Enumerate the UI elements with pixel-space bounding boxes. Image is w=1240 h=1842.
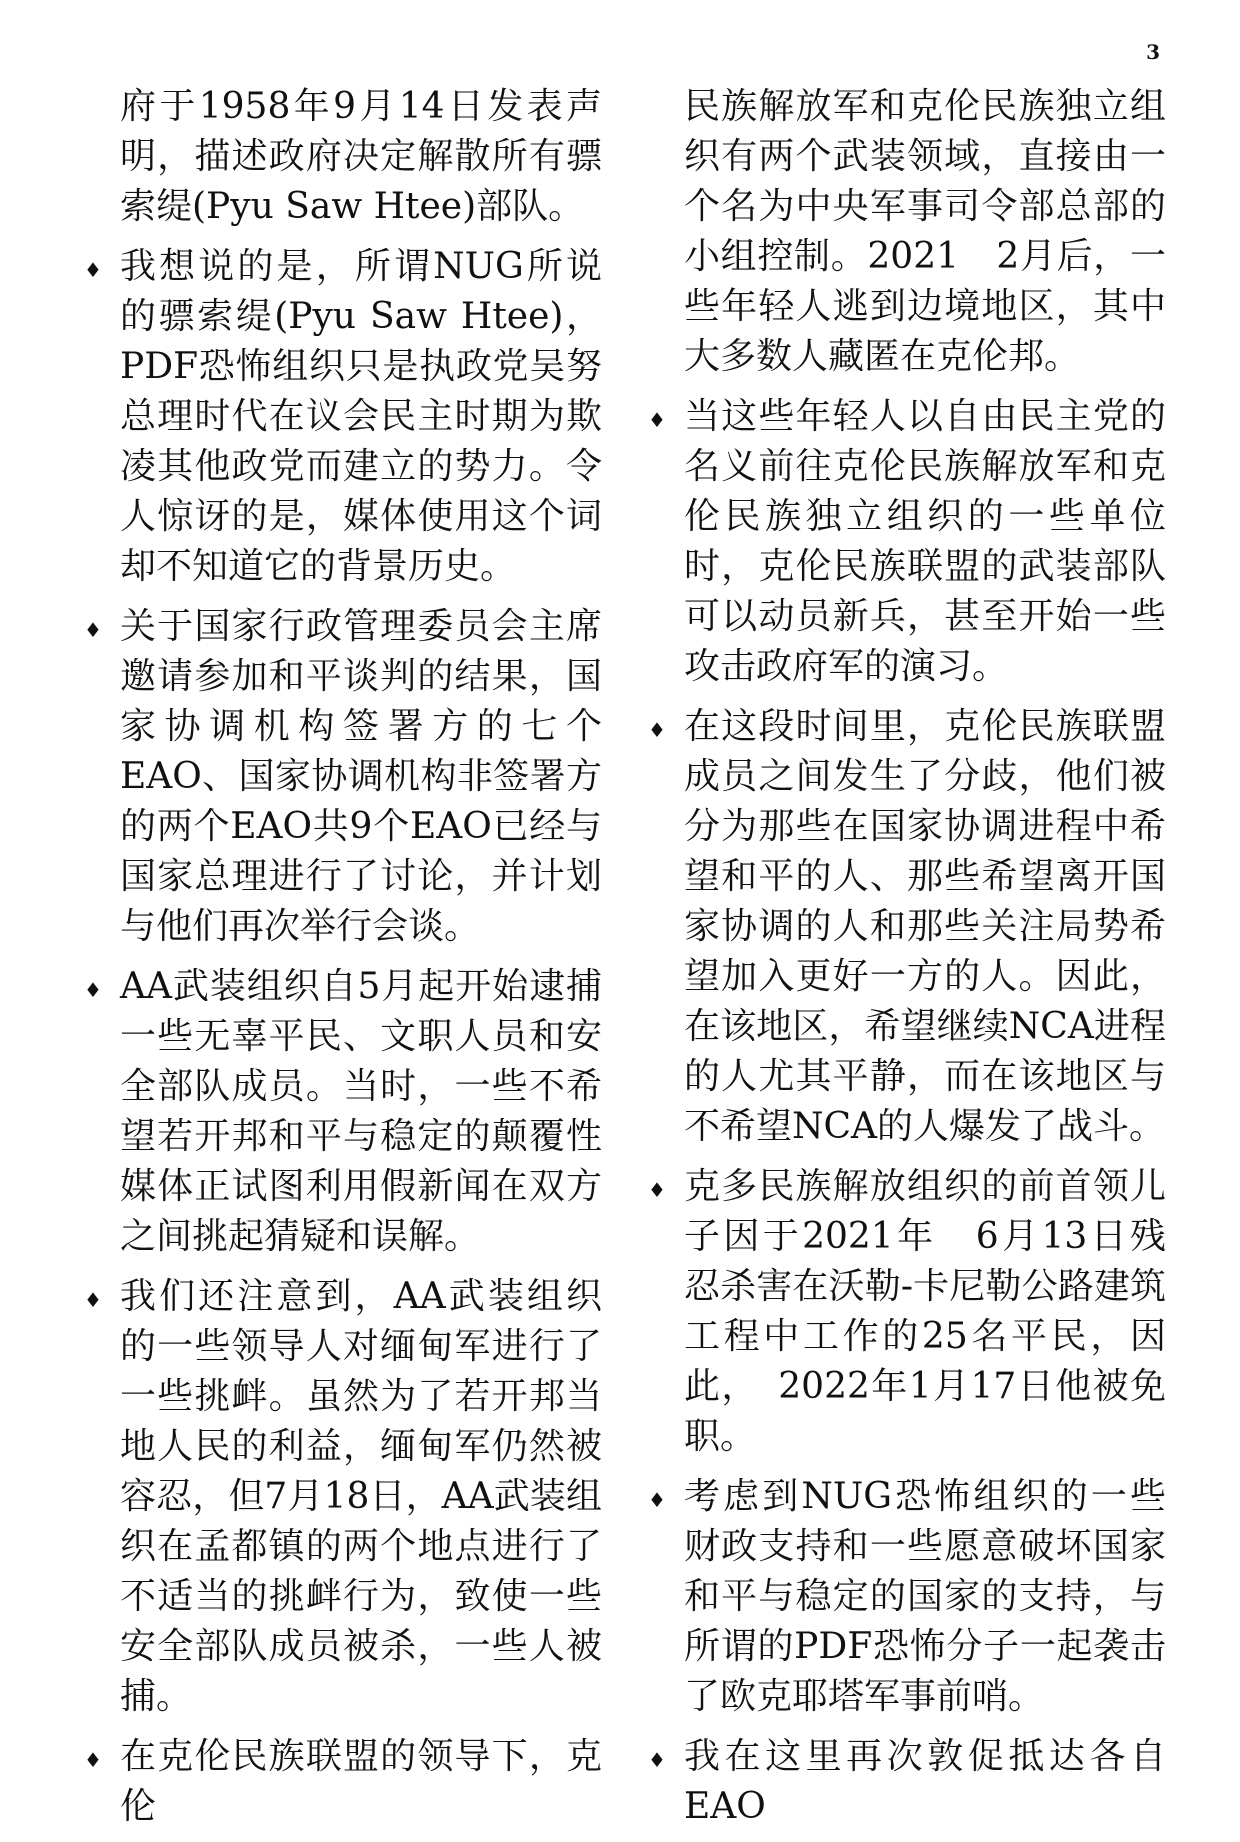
paragraph-text: 我在这里再次敦促抵达各自EAO [684, 1736, 1166, 1827]
bullet-diamond-icon: ♦ [84, 1748, 102, 1772]
bullet-diamond-icon: ♦ [648, 718, 666, 742]
bullet-paragraph [648, 702, 1166, 1152]
bullet-paragraph [648, 1162, 1166, 1462]
bullet-diamond-icon: ♦ [648, 1178, 666, 1202]
page-number: 3 [1146, 40, 1160, 64]
paragraph-text: 当这些年轻人以自由民主党的名义前往克伦民族解放军和克伦民族独立组织的一些单位时，克伦民族联盟的武装部队可以动员新兵，甚至开始一些攻击政府军的演习。 [684, 396, 1166, 687]
bullet-diamond-icon: ♦ [84, 978, 102, 1002]
paragraph-text: AA武装组织自5月起开始逮捕一些无辜平民、文职人员和安全部队成员。当时，一些不希望若开邦和平与稳定的颠覆性媒体正试图利用假新闻在双方之间挑起猜疑和误解。 [120, 966, 602, 1257]
bullet-diamond-icon: ♦ [84, 1288, 102, 1312]
bullet-paragraph [648, 1472, 1166, 1722]
paragraph [120, 82, 602, 232]
bullet-diamond-icon: ♦ [648, 408, 666, 432]
bullet-paragraph [84, 242, 602, 592]
bullet-paragraph [84, 602, 602, 952]
bullet-diamond-icon: ♦ [648, 1748, 666, 1772]
right-column [648, 82, 1166, 1842]
bullet-diamond-icon: ♦ [84, 258, 102, 282]
bullet-paragraph [84, 1272, 602, 1722]
bullet-paragraph [648, 392, 1166, 692]
left-column [84, 82, 602, 1842]
paragraph [684, 82, 1166, 382]
paragraph-text: 考虑到NUG恐怖组织的一些财政支持和一些愿意破坏国家和平与稳定的国家的支持，与所谓的PDF恐怖分子一起袭击了欧克耶塔军事前哨。 [684, 1476, 1166, 1717]
paragraph-text: 民族解放军和克伦民族独立组织有两个武装领域，直接由一个名为中央军事司令部总部的小组控制。2021 2月后，一些年轻人逃到边境地区，其中大多数人藏匿在克伦邦。 [684, 86, 1166, 377]
paragraph-text: 克多民族解放组织的前首领儿子因于2021年 6月13日残忍杀害在沃勒-卡尼勒公路建筑工程中工作的25名平民，因此， 2022年1月17日他被免职。 [684, 1166, 1166, 1457]
bullet-paragraph [648, 1732, 1166, 1832]
paragraph-text: 关于国家行政管理委员会主席邀请参加和平谈判的结果，国家协调机构签署方的七个EAO、国家协调机构非签署方的两个EAO共9个EAO已经与国家总理进行了讨论，并计划与他们再次举行会谈。 [120, 606, 602, 947]
paragraph-text: 在克伦民族联盟的领导下，克伦 [120, 1736, 602, 1827]
paragraph-text: 府于1958年9月14日发表声明，描述政府决定解散所有骠索缇(Pyu Saw Htee)部队。 [120, 86, 602, 227]
paragraph-text: 我想说的是，所谓NUG所说的骠索缇(Pyu Saw Htee)，PDF恐怖组织只是执政党吴努总理时代在议会民主时期为欺凌其他政党而建立的势力。令人惊讶的是，媒体使用这个词却不知道它的背景历史。 [120, 246, 602, 587]
bullet-paragraph [84, 1732, 602, 1832]
bullet-diamond-icon: ♦ [648, 1488, 666, 1512]
paragraph-text: 在这段时间里，克伦民族联盟成员之间发生了分歧，他们被分为那些在国家协调进程中希望和平的人、那些希望离开国家协调的人和那些关注局势希望加入更好一方的人。因此，在该地区，希望继续NCA进程的人尤其平静，而在该地区与不希望NCA的人爆发了战斗。 [684, 706, 1166, 1147]
bullet-diamond-icon: ♦ [84, 618, 102, 642]
bullet-paragraph [84, 962, 602, 1262]
paragraph-text: 我们还注意到，AA武装组织的一些领导人对缅甸军进行了一些挑衅。虽然为了若开邦当地人民的利益，缅甸军仍然被容忍，但7月18日，AA武装组织在孟都镇的两个地点进行了不适当的挑衅行为，致使一些安全部队成员被杀，一些人被捕。 [120, 1276, 602, 1717]
